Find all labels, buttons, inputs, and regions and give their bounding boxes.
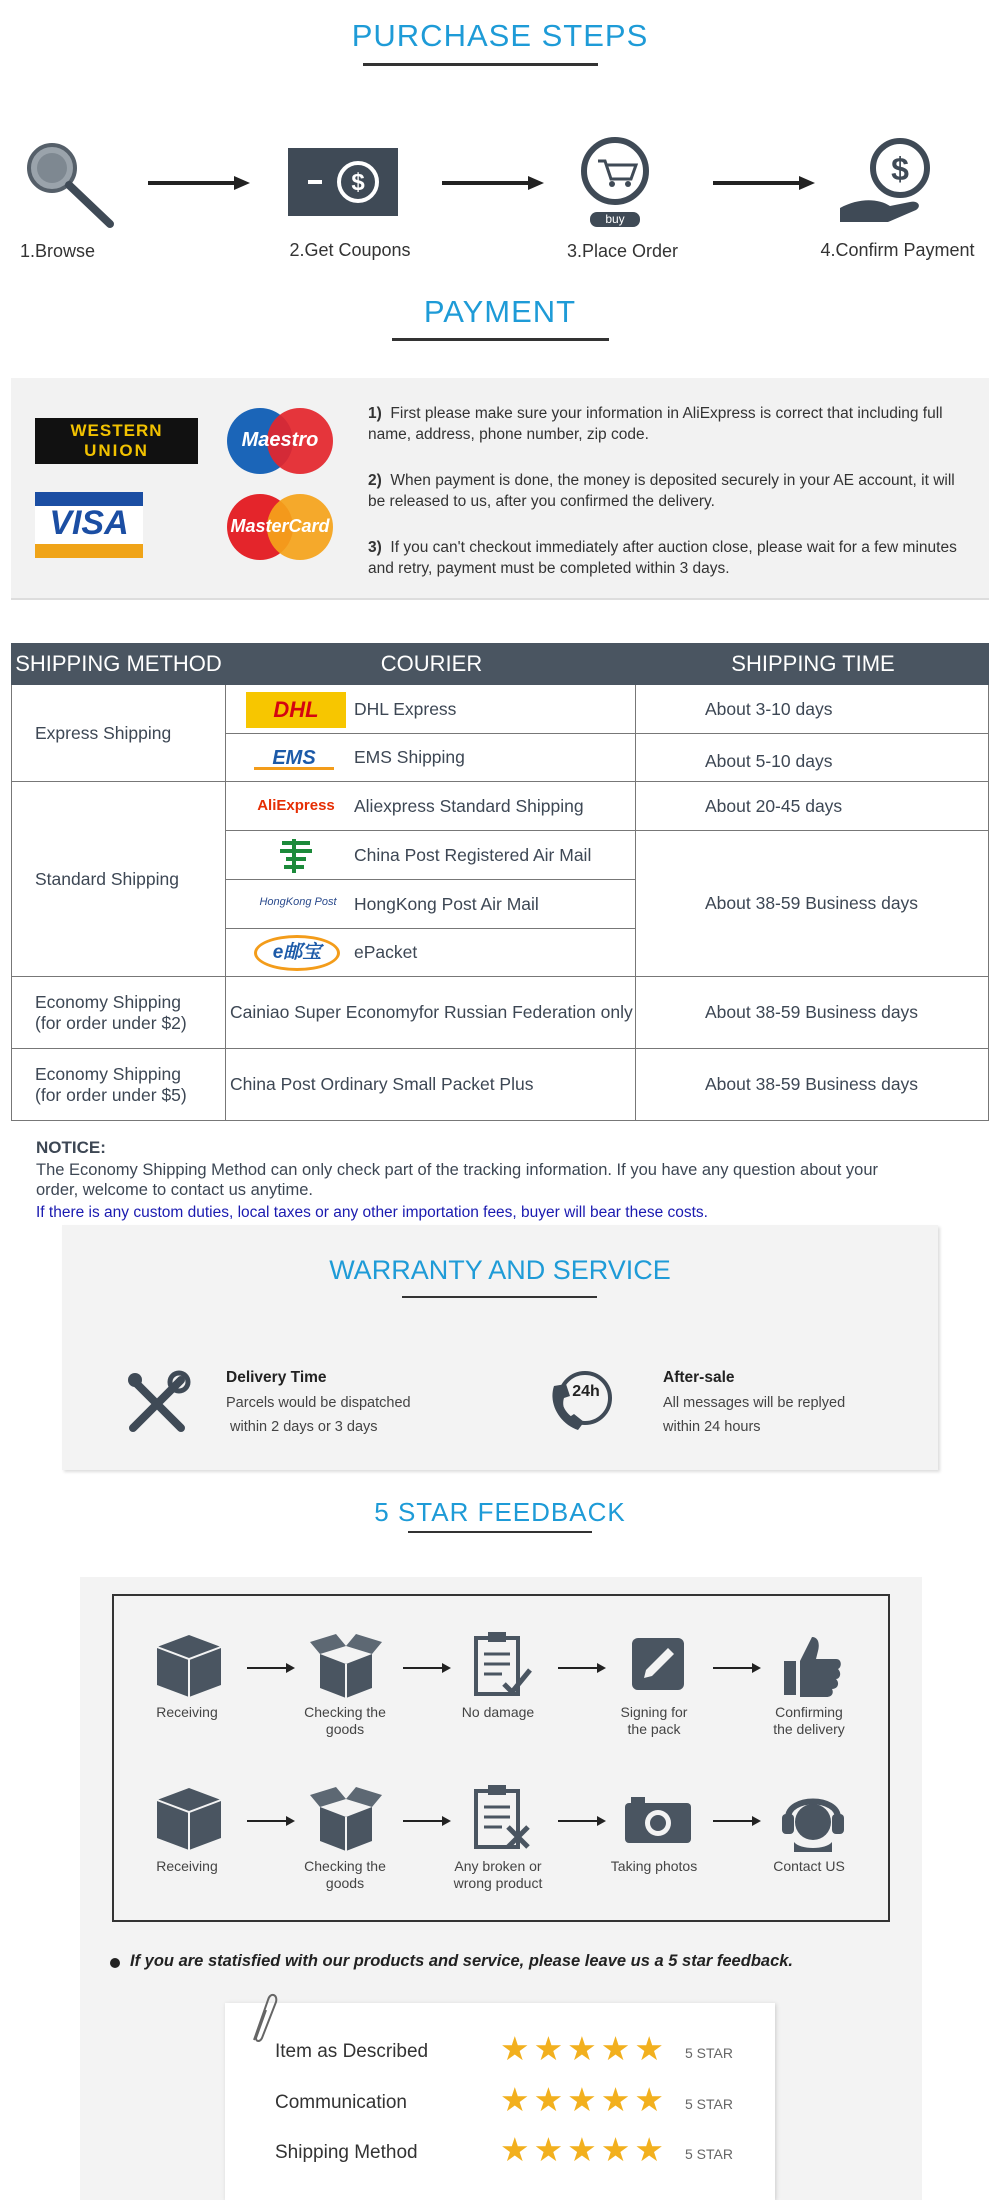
hongkong-post-logo: HongKong Post	[259, 896, 337, 908]
courier-name: ePacket	[354, 942, 418, 962]
step-order-label: 3.Place Order	[566, 241, 679, 261]
box-open-icon	[308, 1632, 384, 1700]
courier-name: EMS Shipping	[354, 747, 465, 767]
courier-name: Cainiao Super Economyfor Russian Federation only	[230, 1002, 633, 1022]
method-standard	[11, 782, 226, 977]
method-express	[11, 685, 226, 782]
method-economy-1	[11, 977, 226, 1049]
courier-name: China Post Registered Air Mail	[354, 844, 592, 865]
buy-badge: buy	[605, 212, 625, 226]
mastercard-logo	[227, 494, 333, 560]
shipping-time: About 3-10 days	[705, 698, 833, 719]
rating-value: 5 STAR	[685, 2045, 733, 2061]
time-ems	[636, 734, 989, 782]
note-number: 1)	[368, 405, 382, 422]
dhl-logo: DHL	[246, 692, 346, 728]
process-label: Contact US	[773, 1858, 845, 1874]
rating-stars: ★★★★★	[500, 2030, 668, 2067]
step-arrow	[713, 181, 801, 185]
shipping-time: About 20-45 days	[705, 795, 843, 816]
ems-logo: EMS	[254, 746, 334, 770]
rating-label: Item as Described	[275, 2041, 429, 2062]
epacket-logo: e邮宝	[254, 935, 340, 971]
process-arrow	[558, 1667, 598, 1669]
svg-text:$: $	[891, 151, 909, 187]
bullet	[110, 1958, 120, 1968]
delivery-time-line-2: within 2 days or 3 days	[226, 1419, 378, 1435]
header-shipping-time: SHIPPING TIME	[731, 651, 895, 676]
shipping-time: About 5-10 days	[705, 751, 833, 771]
step-arrow	[148, 181, 236, 185]
method-economy-2	[11, 1049, 226, 1121]
purchase-steps-title: PURCHASE STEPS	[351, 18, 649, 53]
shipping-time: About 38-59 Business days	[705, 1002, 919, 1022]
rating-value: 5 STAR	[685, 2096, 733, 2112]
process-arrow	[403, 1820, 443, 1822]
process-arrow	[247, 1820, 287, 1822]
process-arrow	[558, 1820, 598, 1822]
payment-note-1	[368, 403, 968, 445]
title-underline	[392, 338, 609, 341]
magnifier-icon	[22, 138, 118, 230]
time-economy-2	[636, 1049, 989, 1121]
aliexpress-logo: AliExpress	[257, 797, 335, 814]
checklist-icon	[472, 1632, 534, 1700]
note-text: If you can't checkout immediately after auction close, please wait for a few minutes and retry, payment must be completed within 3 days.	[368, 539, 957, 577]
payment-note-3	[368, 537, 978, 579]
maestro-logo	[227, 408, 333, 474]
payment-note-2	[368, 470, 968, 512]
svg-text:$: $	[351, 169, 365, 196]
time-standard	[636, 831, 989, 977]
courier-aliexpress	[226, 782, 636, 831]
courier-cainiao	[226, 977, 636, 1049]
notice-fees: If there is any custom duties, local taxes or any other importation fees, buyer will bear these costs.	[36, 1204, 708, 1221]
process-arrow	[713, 1820, 753, 1822]
warranty-title: WARRANTY AND SERVICE	[329, 1255, 671, 1285]
courier-china-post-ordinary	[226, 1049, 636, 1121]
dollar-hand-icon	[838, 136, 930, 228]
mastercard-logo-text: MasterCard	[230, 516, 330, 536]
time-dhl	[636, 685, 989, 734]
shipping-table-header	[11, 643, 989, 685]
notice-title: NOTICE:	[36, 1138, 106, 1157]
process-label: No damage	[461, 1704, 535, 1720]
time-aliexpress	[636, 782, 989, 831]
feedback-title: 5 STAR FEEDBACK	[374, 1497, 626, 1527]
process-label: Any broken or wrong product	[453, 1858, 543, 1891]
maestro-logo-text: Maestro	[241, 429, 319, 451]
feedback-message: If you are statisfied with our products and service, please leave us a 5 star feedback.	[130, 1952, 794, 1970]
delivery-time-title: Delivery Time	[226, 1369, 327, 1386]
courier-hongkong-post	[226, 880, 636, 929]
courier-name: China Post Ordinary Small Packet Plus	[230, 1074, 534, 1094]
coupon-icon	[288, 148, 398, 216]
header-courier: COURIER	[380, 651, 483, 676]
signing-icon	[630, 1636, 686, 1692]
method-label: Express Shipping	[35, 722, 172, 743]
payment-title: PAYMENT	[423, 294, 577, 329]
courier-name: DHL Express	[354, 698, 457, 719]
paperclip-icon	[244, 1990, 278, 2046]
note-number: 3)	[368, 539, 382, 556]
process-label: Taking photos	[610, 1858, 698, 1874]
process-label: Receiving	[156, 1858, 218, 1874]
box-closed-icon	[153, 1633, 225, 1699]
process-label: Checking the goods	[304, 1858, 386, 1891]
after-sale-line-2: within 24 hours	[663, 1419, 761, 1435]
process-arrow	[403, 1667, 443, 1669]
thumbs-up-icon	[782, 1633, 842, 1699]
after-sale-title: After-sale	[663, 1369, 735, 1386]
western-union-logo-text: WESTERN	[70, 421, 163, 440]
process-arrow	[247, 1667, 287, 1669]
method-label: Economy Shipping (for order under $2)	[35, 991, 187, 1033]
after-sale-line-1: All messages will be replyed	[663, 1395, 846, 1411]
note-number: 2)	[368, 472, 382, 489]
visa-logo	[35, 492, 143, 558]
step-arrow	[442, 181, 530, 185]
courier-dhl	[226, 685, 636, 734]
process-label: Checking the goods	[304, 1704, 386, 1737]
courier-china-post	[226, 831, 636, 880]
rating-label: Communication	[275, 2092, 407, 2113]
box-open-icon	[308, 1785, 384, 1853]
step-coupons-label: 2.Get Coupons	[289, 240, 411, 260]
time-economy-1	[636, 977, 989, 1049]
process-label: Signing for the pack	[620, 1704, 688, 1737]
phone-24h-icon	[548, 1368, 614, 1434]
visa-logo-text: VISA	[49, 504, 129, 542]
shipping-time: About 38-59 Business days	[705, 893, 919, 913]
headset-icon	[780, 1784, 846, 1854]
title-underline	[402, 1296, 597, 1298]
rating-label: Shipping Method	[275, 2142, 418, 2163]
courier-name: HongKong Post Air Mail	[354, 893, 539, 914]
western-union-logo-text: UNION	[84, 441, 149, 460]
title-underline	[408, 1531, 592, 1533]
step-confirm-label: 4.Confirm Payment	[820, 240, 975, 260]
rating-stars: ★★★★★	[500, 2131, 668, 2168]
header-shipping-method: SHIPPING METHOD	[15, 651, 222, 676]
rating-stars: ★★★★★	[500, 2081, 668, 2118]
note-text: First please make sure your information in AliExpress is correct that including full name, address, phone number, zip code.	[368, 405, 943, 443]
courier-ems	[226, 734, 636, 782]
rating-value: 5 STAR	[685, 2146, 733, 2162]
process-arrow	[713, 1667, 753, 1669]
tools-icon	[125, 1370, 191, 1436]
western-union-logo	[35, 418, 198, 464]
delivery-time-line-1: Parcels would be dispatched	[226, 1395, 411, 1411]
method-label: Economy Shipping (for order under $5)	[35, 1063, 187, 1105]
checklist-broken-icon	[472, 1785, 534, 1853]
process-label: Confirming the delivery	[773, 1704, 845, 1737]
method-label: Standard Shipping	[35, 868, 179, 889]
camera-icon	[623, 1795, 693, 1845]
shipping-time: About 38-59 Business days	[705, 1074, 919, 1094]
courier-epacket	[226, 929, 636, 977]
note-text: When payment is done, the money is deposited securely in your AE account, it will be released to us, after you confirmed the delivery.	[368, 472, 955, 510]
rating-card	[225, 2003, 775, 2200]
china-post-logo	[276, 837, 316, 875]
process-label: Receiving	[156, 1704, 218, 1720]
box-closed-icon	[153, 1786, 225, 1852]
courier-name: Aliexpress Standard Shipping	[354, 795, 584, 816]
title-underline	[363, 63, 598, 66]
step-browse-label: 1.Browse	[20, 241, 96, 261]
notice-body: The Economy Shipping Method can only check part of the tracking information. If you have any question about your order, welcome to contact us anytime.	[36, 1161, 878, 1199]
clock-label: 24h	[572, 1383, 600, 1400]
